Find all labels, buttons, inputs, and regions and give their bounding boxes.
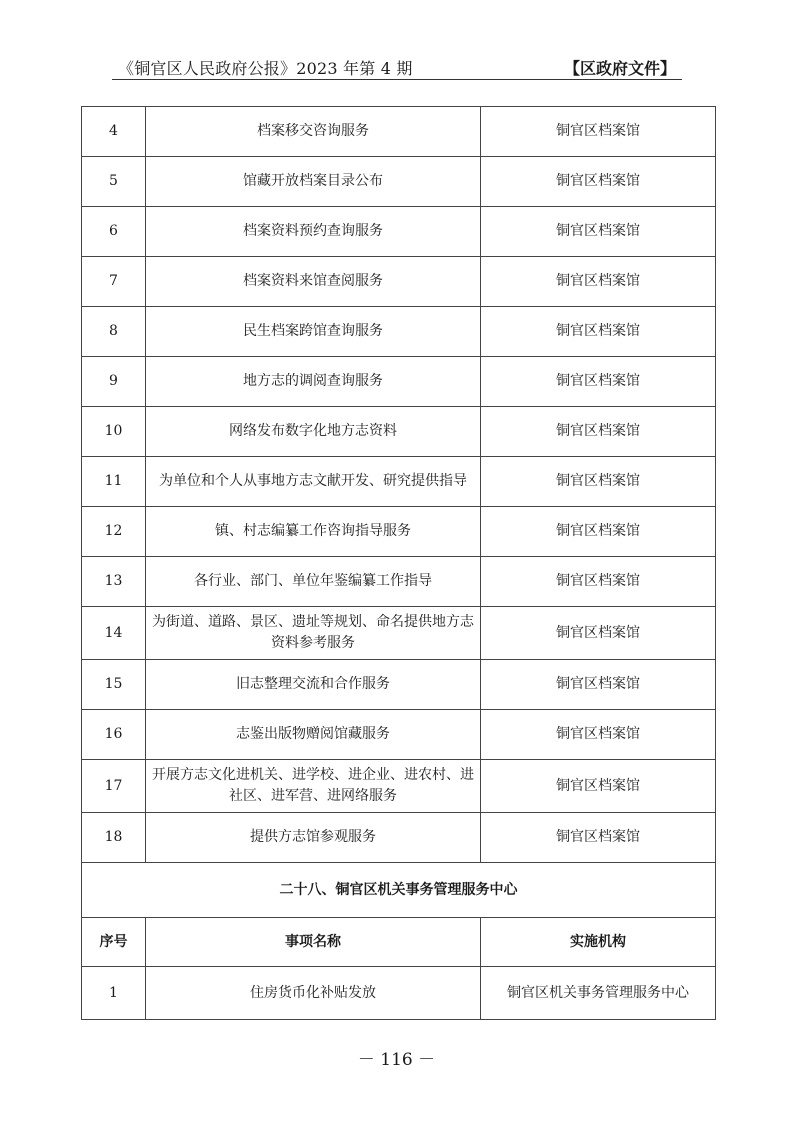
implementing-agency: 铜官区档案馆 bbox=[481, 107, 716, 157]
column-header-row bbox=[82, 918, 716, 967]
implementing-agency: 铜官区档案馆 bbox=[481, 407, 716, 457]
item-name: 民生档案跨馆查询服务 bbox=[146, 307, 481, 357]
implementing-agency: 铜官区档案馆 bbox=[481, 257, 716, 307]
table-row bbox=[82, 507, 716, 557]
item-name: 各行业、部门、单位年鉴编纂工作指导 bbox=[146, 557, 481, 607]
header-publication-title: 《铜官区人民政府公报》2023 年第 4 期 bbox=[118, 59, 413, 78]
row-number: 9 bbox=[82, 357, 146, 407]
item-name: 档案移交咨询服务 bbox=[146, 107, 481, 157]
item-name: 旧志整理交流和合作服务 bbox=[146, 660, 481, 710]
services-table bbox=[81, 106, 716, 1020]
implementing-agency: 铜官区档案馆 bbox=[481, 157, 716, 207]
implementing-agency: 铜官区档案馆 bbox=[481, 457, 716, 507]
implementing-agency: 铜官区档案馆 bbox=[481, 660, 716, 710]
implementing-agency: 铜官区档案馆 bbox=[481, 607, 716, 660]
table-row bbox=[82, 710, 716, 760]
table-row bbox=[82, 207, 716, 257]
item-name: 开展方志文化进机关、进学校、进企业、进农村、进社区、进军营、进网络服务 bbox=[146, 760, 481, 813]
item-name: 地方志的调阅查询服务 bbox=[146, 357, 481, 407]
column-header-item-name: 事项名称 bbox=[146, 918, 481, 967]
row-number: 5 bbox=[82, 157, 146, 207]
item-name: 为单位和个人从事地方志文献开发、研究提供指导 bbox=[146, 457, 481, 507]
implementing-agency: 铜官区档案馆 bbox=[481, 507, 716, 557]
row-number: 7 bbox=[82, 257, 146, 307]
implementing-agency: 铜官区档案馆 bbox=[481, 710, 716, 760]
item-name: 镇、村志编纂工作咨询指导服务 bbox=[146, 507, 481, 557]
item-name: 住房货币化补贴发放 bbox=[146, 967, 481, 1020]
row-number: 17 bbox=[82, 760, 146, 813]
item-name: 网络发布数字化地方志资料 bbox=[146, 407, 481, 457]
section-title-row bbox=[82, 863, 716, 918]
implementing-agency: 铜官区档案馆 bbox=[481, 760, 716, 813]
item-name: 提供方志馆参观服务 bbox=[146, 813, 481, 863]
implementing-agency: 铜官区机关事务管理服务中心 bbox=[481, 967, 716, 1020]
row-number: 10 bbox=[82, 407, 146, 457]
item-name: 档案资料来馆查阅服务 bbox=[146, 257, 481, 307]
table-row bbox=[82, 407, 716, 457]
table-row bbox=[82, 760, 716, 813]
implementing-agency: 铜官区档案馆 bbox=[481, 557, 716, 607]
row-number: 11 bbox=[82, 457, 146, 507]
item-name: 馆藏开放档案目录公布 bbox=[146, 157, 481, 207]
table-row bbox=[82, 107, 716, 157]
row-number: 6 bbox=[82, 207, 146, 257]
row-number: 1 bbox=[82, 967, 146, 1020]
row-number: 14 bbox=[82, 607, 146, 660]
table-row bbox=[82, 307, 716, 357]
implementing-agency: 铜官区档案馆 bbox=[481, 207, 716, 257]
column-header-number: 序号 bbox=[82, 918, 146, 967]
implementing-agency: 铜官区档案馆 bbox=[481, 307, 716, 357]
table-row bbox=[82, 557, 716, 607]
item-name: 档案资料预约查询服务 bbox=[146, 207, 481, 257]
table-row bbox=[82, 257, 716, 307]
table-row bbox=[82, 660, 716, 710]
row-number: 12 bbox=[82, 507, 146, 557]
item-name: 志鉴出版物赠阅馆藏服务 bbox=[146, 710, 481, 760]
column-header-agency: 实施机构 bbox=[481, 918, 716, 967]
row-number: 13 bbox=[82, 557, 146, 607]
item-name: 为街道、道路、景区、遗址等规划、命名提供地方志资料参考服务 bbox=[146, 607, 481, 660]
header-section-tag: 【区政府文件】 bbox=[563, 59, 676, 78]
row-number: 4 bbox=[82, 107, 146, 157]
table-row bbox=[82, 357, 716, 407]
table-row bbox=[82, 967, 716, 1020]
implementing-agency: 铜官区档案馆 bbox=[481, 357, 716, 407]
table-row bbox=[82, 157, 716, 207]
header-rule bbox=[112, 79, 682, 80]
row-number: 16 bbox=[82, 710, 146, 760]
section-title: 二十八、铜官区机关事务管理服务中心 bbox=[82, 863, 716, 918]
row-number: 18 bbox=[82, 813, 146, 863]
table-row bbox=[82, 457, 716, 507]
table-row bbox=[82, 813, 716, 863]
row-number: 15 bbox=[82, 660, 146, 710]
table-row bbox=[82, 607, 716, 660]
row-number: 8 bbox=[82, 307, 146, 357]
implementing-agency: 铜官区档案馆 bbox=[481, 813, 716, 863]
page-number: － 116 － bbox=[357, 1050, 436, 1070]
